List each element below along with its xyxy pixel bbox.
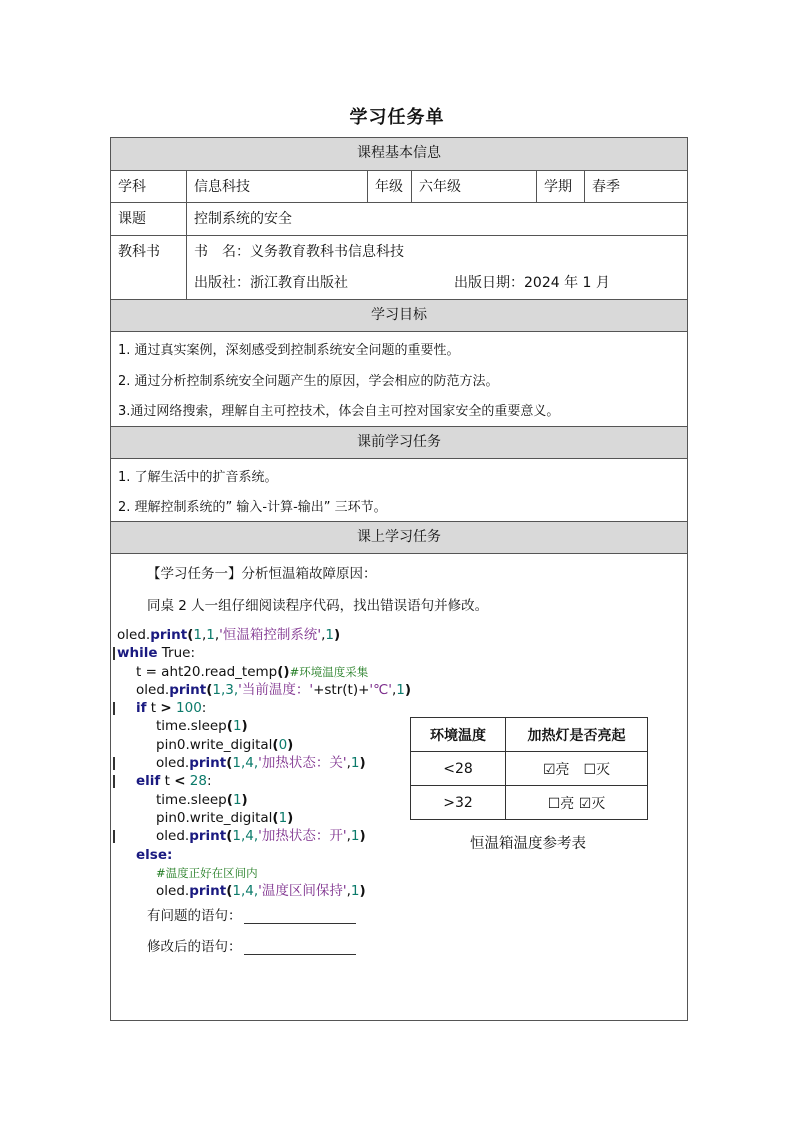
code-token: (: [206, 681, 213, 698]
code-token: 1: [232, 791, 242, 808]
code-token: ): [241, 718, 248, 735]
code-token: 1: [350, 883, 360, 900]
code-token: (: [272, 809, 279, 826]
problem-statement-field: [147, 904, 356, 924]
code-token: '加热状态：关': [258, 755, 347, 772]
objective-item: 2. 通过分析控制系统安全问题产生的原因，学会相应的防范方法。: [118, 374, 499, 389]
code-token: :: [201, 700, 207, 717]
code-line-10: [117, 791, 411, 809]
code-token: ): [404, 681, 412, 698]
temperature-reference-table: [410, 717, 648, 820]
topic-value: 控制系统的安全: [186, 203, 687, 235]
code-token: '当前温度：': [238, 681, 314, 698]
problem-answer-blank[interactable]: [244, 909, 356, 924]
code-token: (: [226, 883, 233, 900]
code-token: ): [287, 736, 294, 753]
code-token: (: [272, 736, 279, 753]
code-token: print: [169, 681, 207, 698]
code-token: 1: [206, 627, 215, 643]
code-token: True:: [157, 645, 196, 662]
line-marker: [113, 830, 115, 843]
publisher: 出版社：浙江教育出版社: [194, 275, 348, 291]
col-header-temperature: 环境温度: [411, 718, 506, 752]
task-sheet-table: [110, 137, 688, 1021]
code-token: ): [359, 755, 366, 772]
table-row: [411, 786, 648, 820]
code-token: t = aht20.read_temp: [136, 663, 278, 680]
subject-row: [111, 170, 687, 202]
code-token: oled.: [156, 883, 190, 900]
line-marker: [113, 702, 115, 715]
code-token: t: [160, 773, 175, 790]
heater-state-cell: ☑亮 ☐灭: [506, 752, 648, 786]
code-token: else:: [136, 846, 173, 863]
line-marker: [113, 647, 115, 660]
section-header-objectives: 学习目标: [111, 299, 687, 331]
code-token: ,: [392, 681, 397, 698]
subject-value: 信息科技: [186, 171, 367, 202]
line-marker: [113, 757, 115, 770]
textbook-row: [111, 235, 687, 299]
code-line-9: [117, 772, 411, 790]
code-token: #温度正好在区间内: [156, 865, 258, 880]
objectives-list: [111, 331, 687, 426]
code-line-3: [117, 663, 411, 681]
objective-item: 3.通过网络搜索，理解自主可控技术，体会自主可控对国家安全的重要意义。: [118, 404, 560, 419]
problem-label: 有问题的语句：: [147, 908, 242, 924]
code-token: 0: [278, 736, 288, 753]
section-header-in-class-tasks: 课上学习任务: [111, 521, 687, 553]
code-token: 100: [171, 700, 202, 717]
code-token: 1: [350, 828, 360, 845]
code-line-5: [117, 699, 411, 717]
code-token: +str(t)+: [313, 681, 370, 698]
code-token: print: [150, 627, 188, 643]
code-token: ): [359, 828, 366, 845]
fixed-statement-field: [147, 935, 356, 955]
term-value: 春季: [584, 171, 687, 202]
task1-description: 同桌 2 人一组仔细阅读程序代码，找出错误语句并修改。: [147, 598, 489, 614]
code-token: 1: [232, 718, 242, 735]
code-token: ,: [346, 883, 351, 900]
fixed-answer-blank[interactable]: [244, 940, 356, 955]
code-token: 1,4,: [232, 828, 259, 845]
subject-label: 学科: [118, 179, 146, 195]
reference-table-caption: 恒温箱温度参考表: [470, 836, 586, 852]
code-token: oled.: [156, 755, 190, 772]
topic-row: [111, 202, 687, 235]
temp-cell: <28: [411, 752, 506, 786]
code-listing: [117, 626, 411, 900]
objective-item: 1. 通过真实案例，深刻感受到控制系统安全问题的重要性。: [118, 343, 460, 358]
code-token: time.sleep: [156, 718, 227, 735]
table-header-row: [411, 718, 648, 752]
code-line-12: [117, 827, 411, 845]
grade-value: 六年级: [411, 171, 536, 202]
code-token: '加热状态：开': [258, 828, 347, 845]
code-line-11: [117, 809, 411, 827]
code-token: ,: [321, 627, 326, 643]
code-token: '℃': [369, 681, 392, 698]
code-token: pin0.write_digital: [156, 736, 273, 753]
fixed-label: 修改后的语句：: [147, 939, 242, 955]
code-line-13: [117, 846, 411, 864]
code-token: 1: [325, 627, 334, 643]
line-marker: [113, 775, 115, 788]
code-token: 1,4,: [232, 755, 259, 772]
code-token: ,: [346, 755, 351, 772]
code-line-6: [117, 717, 411, 735]
topic-label: 课题: [118, 211, 146, 227]
code-token: (: [226, 828, 233, 845]
code-token: time.sleep: [156, 791, 227, 808]
heater-state-cell: ☐亮 ☑灭: [506, 786, 648, 820]
code-token: 1: [193, 627, 202, 643]
code-token: (): [277, 663, 290, 680]
section-header-pre-class-tasks: 课前学习任务: [111, 426, 687, 458]
code-token: '温度区间保持': [258, 883, 347, 900]
code-token: ): [333, 627, 341, 643]
code-token: (: [226, 755, 233, 772]
section-header-basic-info: 课程基本信息: [111, 138, 687, 170]
code-line-7: [117, 736, 411, 754]
code-token: oled.: [156, 828, 190, 845]
page-title: 学习任务单: [349, 107, 445, 128]
code-token: 1: [350, 755, 360, 772]
code-token: ,: [346, 828, 351, 845]
code-token: 1,4,: [232, 883, 259, 900]
publish-date: 出版日期：2024 年 1 月: [454, 275, 610, 291]
code-token: (: [226, 718, 233, 735]
code-token: oled.: [117, 627, 151, 643]
code-token: while: [117, 645, 158, 662]
code-token: 28: [185, 773, 207, 790]
col-header-heater-on: 加热灯是否亮起: [506, 718, 648, 752]
table-row: [411, 752, 648, 786]
code-token: oled.: [136, 681, 170, 698]
textbook-label: 教科书: [118, 244, 160, 260]
code-token: 1: [278, 809, 288, 826]
pre-task-item: 2. 理解控制系统的” 输入-计算-输出” 三环节。: [118, 500, 387, 515]
code-token: ,: [201, 627, 207, 643]
code-token: (: [187, 627, 194, 643]
code-token: elif: [136, 773, 161, 790]
code-token: #环境温度采集: [289, 664, 369, 679]
textbook-info: [186, 236, 687, 299]
code-line-15: [117, 882, 411, 900]
code-token: ,: [214, 627, 220, 643]
code-token: 1: [396, 681, 405, 698]
code-token: pin0.write_digital: [156, 809, 273, 826]
code-line-4: [117, 681, 411, 699]
code-token: print: [189, 883, 227, 900]
code-token: print: [189, 755, 227, 772]
task1-title: 【学习任务一】分析恒温箱故障原因：: [147, 566, 377, 582]
code-token: :: [206, 773, 212, 790]
code-line-2: [117, 644, 411, 662]
temp-cell: >32: [411, 786, 506, 820]
code-token: '恒温箱控制系统': [219, 627, 322, 643]
code-token: t: [146, 700, 161, 717]
code-token: print: [189, 828, 227, 845]
grade-label: 年级: [367, 171, 411, 202]
code-line-8: [117, 754, 411, 772]
code-token: >: [160, 700, 172, 717]
code-token: 1,3,: [212, 681, 239, 698]
code-line-1: [117, 626, 411, 644]
book-name: 书 名：义务教育教科书信息科技: [194, 244, 404, 260]
code-token: if: [136, 700, 147, 717]
pre-class-tasks-list: [111, 458, 687, 521]
code-line-14: [117, 864, 411, 882]
code-token: ): [241, 791, 248, 808]
term-label: 学期: [536, 171, 584, 202]
code-token: (: [226, 791, 233, 808]
pre-task-item: 1. 了解生活中的扩音系统。: [118, 470, 278, 485]
code-token: ): [287, 809, 294, 826]
code-token: ): [359, 883, 366, 900]
code-token: <: [174, 773, 186, 790]
